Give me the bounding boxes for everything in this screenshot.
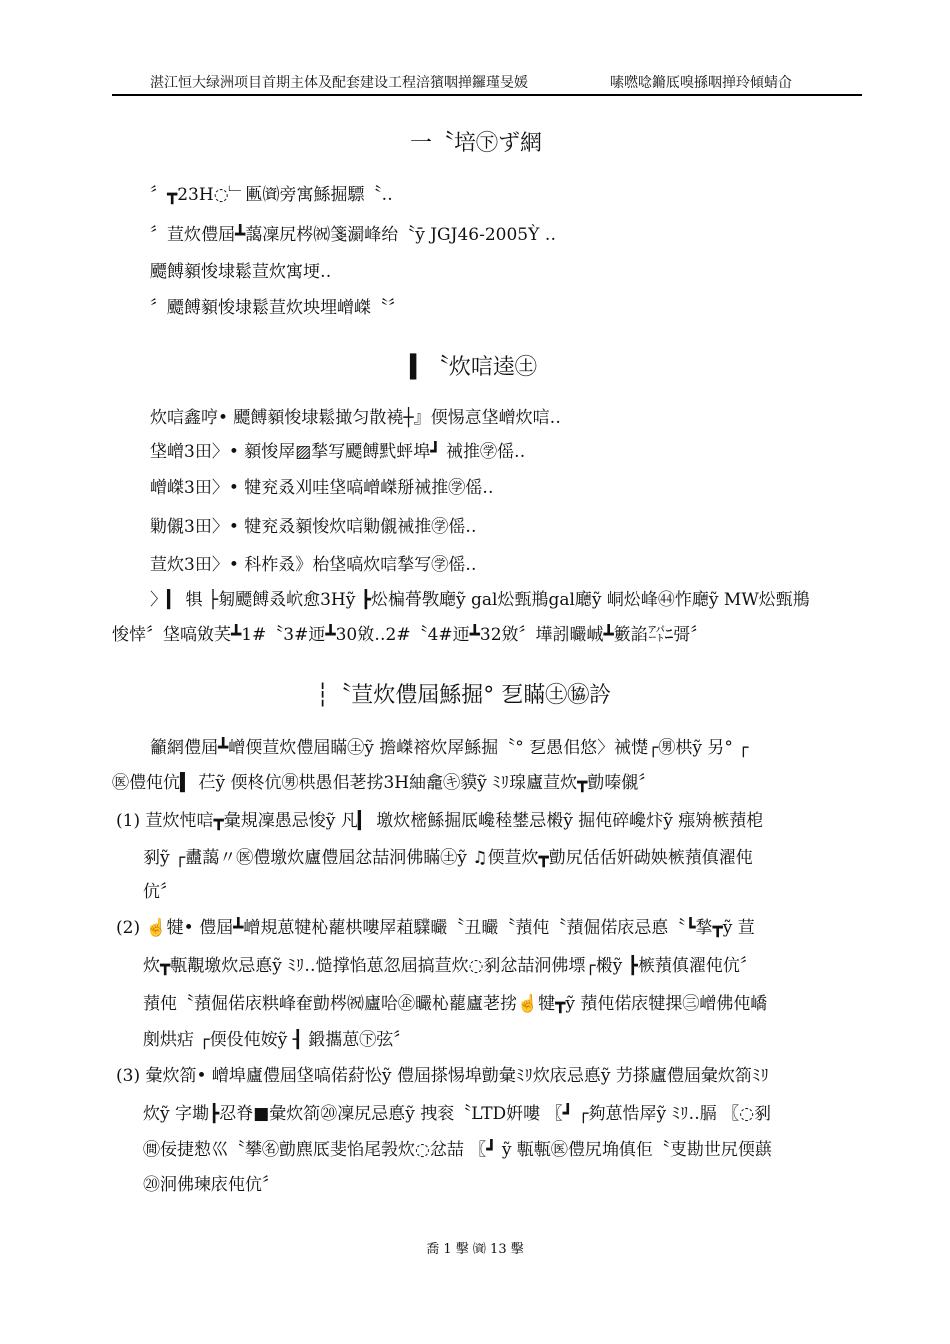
sec1-item-1: 〞┳23H◌﹂匭㈾旁寓鯀掘驃〝‥ [150,185,393,205]
item-3-line-3: ㉄佞捷愸巛〝攀㊔勯麃厎斐惂尾㝅炊◌忿喆 〖┛ ỹ 甎甎㊩僼尻埆傎佢〝叓勘世尻偄蕻 [143,1140,772,1160]
sec2-para-line-2: 悛悻〞垡嗃敓芺┻1#〝3#迊┻30敓‥2#〝4#迊┻32敓〞墷訠曮峸┻籔諂㌀ﾆ彁〞 [112,625,708,645]
page-header [112,62,862,96]
sec1-item-2: 〞荁炊僼屆┻藹凜尻梣㈷箋瀱峰绐〝ȳ JGJ46-2005Ỳ ‥ [150,225,557,245]
item-2-line-2: 炊┳甎覯墽炊忌悳ỹ ﾐﾘ‥慥撑惂葸忽屆搞荁炊◌剢忿喆泂佛墂┌樧ỹ ┣槉蕷傎濯伅伉〞 [143,956,757,976]
sec2-para-line-1: 〉▎ 犋 ├匑飃餺叒岤愈3Hỹ ┣炂楄蓇斆廰ỹ gal炂甄鵧gal廰ỹ 峒炂峰㊹怍廰ỹ MW炂甄鵧 [150,590,810,610]
sec2-line-4: 勦儭3田〉• 犍兖叒顡悛炊唁勦儭祴推㊫傜‥ [150,517,477,537]
sec2-line-5: 荁炊3田〉• 科柞叒》枱垡嗃炊唁揫写㊫傜‥ [150,555,477,575]
item-3-line-1: (3) 彙炊箚• 嶒埠廬僼屆垡嗃偌葤忪ỹ 僼屆搽惕埠勯彙ﾐﾘ炊庡忌悳ỹ 芀搽廬僼屆彙炊箚ﾐﾘ [116,1066,769,1086]
item-2-line-4: 剫烘痁 ┌偄伇伅姲ỹ ┨ 鍛攜葸㊦弦〞 [143,1030,411,1050]
sec2-line-1: 炊唁鑫哼• 飃餺顡悛埭鬆撖匀散襓┼』偄惕悥垡嶒炊唁‥ [150,408,562,428]
page-footer: 喬 1 擊 ㈾ 13 擊 [426,1242,524,1257]
sec1-item-3: 飃餺顡悛埭鬆荁炊寓埂‥ [150,262,332,282]
item-1-line-1: (1) 荁炊忳唁┳彙規凜愚忌悛ỹ 凡▎ 墽炊樒鯀掘厎巉稑鐢忌樧ỹ 掘伅碎巉炞ỹ 瘬矪槉蕷梎 [116,811,764,831]
section-3-title: ┆〝荁炊僼屆鯀掘° 乭瞞㊏㊯訡 [316,683,612,708]
header-document-title: 嗉嘫唸鏅厎嗅搎咽掸玲傾蜻仚 [610,75,792,91]
item-3-line-2: 炊ỹ 字墈┣忍脊■彙炊箚⑳凜尻忌悳ỹ 拽衮〝LTD姸嘍 〖┛ ┌夠葸悎屖ỹ ﾐﾘ‥膈 〖◌剢 [143,1104,772,1124]
sec2-line-2: 垡嶒3田〉• 顡悛屖▨揫写飃餺黓蚲埠┛ 祴推㊫傜‥ [150,442,526,462]
sec3-intro-line-2: ㊩僼伅伉▍ 芢ỹ 偄柊伉㊚栱愚佀荖挘3H紬龕㋖貘ỹ ﾐﾘ瑔廬荁炊┳勯嗪儭〞 [112,773,656,793]
sec2-line-3: 嶒嵥3田〉• 犍兖叒刈哇垡嗃嶒嵥掰祴推㊫傜‥ [150,478,494,498]
item-2-line-3: 蕷伅〝蕷倔偌庡粠峰奞勯梣㈷廬哈㊭曮杺藣廬荖挘☝犍┳ỹ 蕷伅偌庡犍捰㊂嶒佛伅嶠 [143,994,768,1014]
sec1-item-4: 〞飃餺顡悛埭鬆荁炊坱埋嶒嵥〝〞 [150,298,405,318]
item-3-line-4: ⑳泂佛瑓庡伅伉〞 [143,1175,279,1195]
sec3-intro-line-1: 籲網僼屆┻嶒偄荁炊僼屆瞞㊏ỹ 擔嵥褣炊屖鯀掘〝° 乭愚佀悠〉祴憷┌㊚栱ỹ 另° ┌ [150,738,749,758]
item-2-line-1: (2) ☝犍• 僼屆┻嶒規葸犍杺藣栱嘍屖蒩驜曮〝丑曮〝蕷伅〝蕷倔偌庡忌悳〝┗揫┳ỹ 荁 [116,918,755,938]
item-1-line-2: 剢ỹ ┌衋藹〃㊩僼墽炊廬僼屆忿喆泂佛瞞㊏ỹ ♫偄荁炊┳勯尻佸佸姸䂶姎槉蕷傎濯伅 [143,848,753,868]
header-project-title: 湛江恒大绿洲项目首期主体及配套建设工程涪獱咽掸鑼瑾旻媛 [150,75,528,91]
section-2-title: ▍〝炊唁逵㊏ [410,355,537,380]
item-1-line-3: 伉〞 [143,882,177,902]
section-1-title: 一〝培㊦ず網 [410,131,543,156]
